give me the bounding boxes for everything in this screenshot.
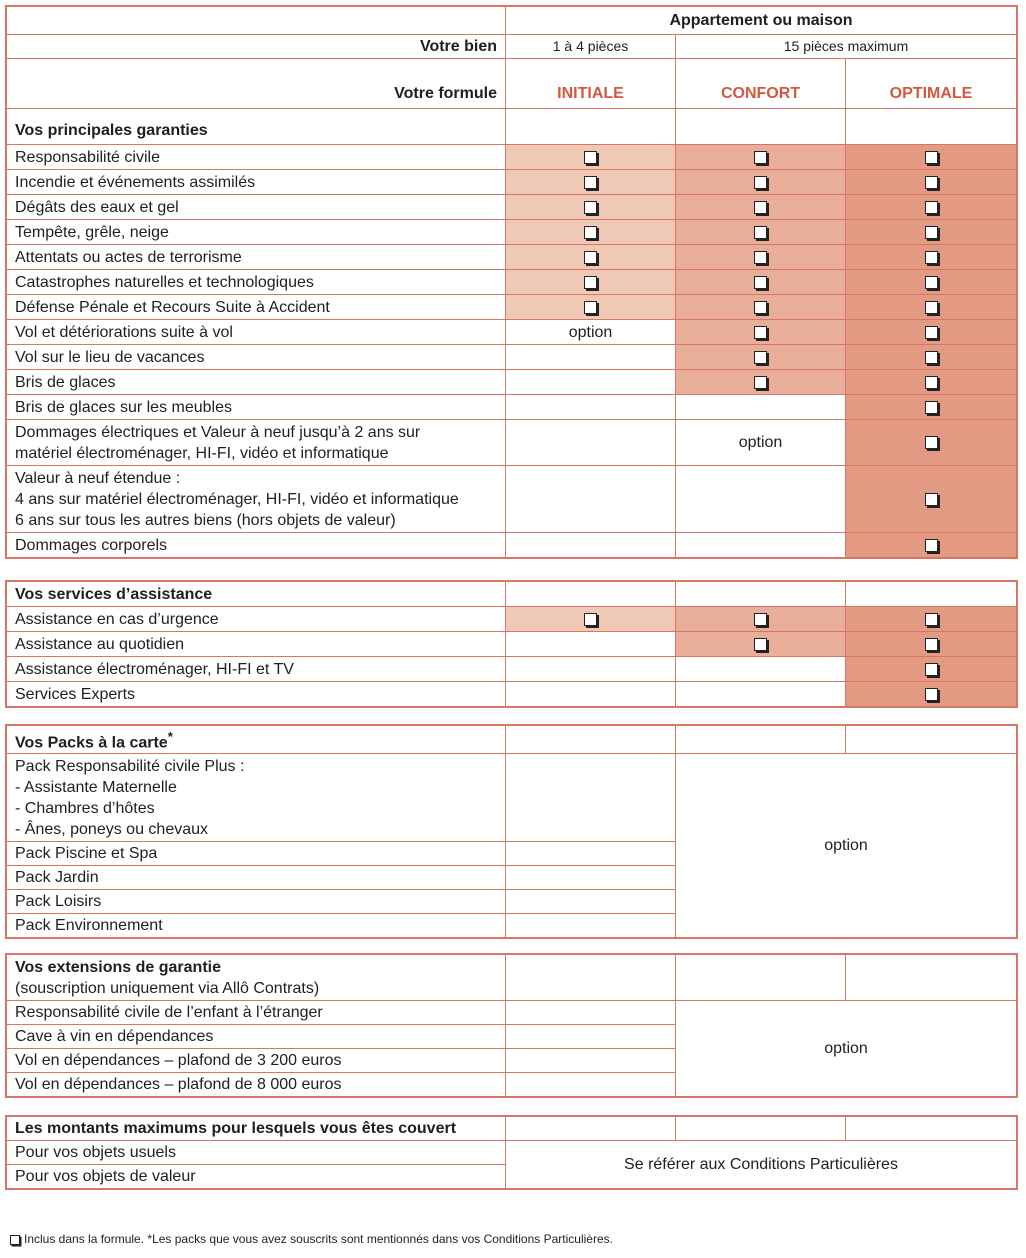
garantie-row-label: Vol sur le lieu de vacances (7, 345, 506, 370)
montant-row: Pour vos objets usuels (7, 1141, 506, 1165)
pack-row: Pack Environnement (7, 914, 506, 938)
garantie-cell-initiale (506, 145, 676, 170)
checkbox-icon (754, 326, 767, 339)
legend (10, 1232, 613, 1246)
checkbox-icon (584, 251, 597, 264)
checkbox-icon (754, 201, 767, 214)
assistance-cell-initiale (506, 657, 676, 682)
assistance-cell-initiale (506, 682, 676, 707)
assistance-row-label: Services Experts (7, 682, 506, 707)
garantie-row-label: Responsabilité civile (7, 145, 506, 170)
checkbox-icon (925, 688, 938, 701)
checkbox-icon (925, 493, 938, 506)
garantie-cell-confort (676, 195, 846, 220)
garantie-row (7, 245, 1017, 270)
garantie-cell-confort (676, 370, 846, 395)
garantie-cell-initiale (506, 420, 676, 466)
checkbox-icon (10, 1235, 20, 1245)
packs-option: option (676, 754, 1017, 938)
assistance-row-label: Assistance en cas d’urgence (7, 607, 506, 632)
section-title-extensions (7, 955, 506, 1001)
extensions-title: Vos extensions de garantie (15, 958, 221, 976)
packs-title-text: Vos Packs à la carte (15, 734, 168, 752)
garantie-row-label (7, 466, 506, 533)
pack-rc-plus (7, 754, 506, 842)
garantie-cell-initiale (506, 245, 676, 270)
montants-table (6, 1116, 1017, 1189)
section-title-packs (7, 726, 506, 754)
checkbox-icon (754, 613, 767, 626)
garantie-cell-optimale (846, 370, 1017, 395)
formule-initiale: INITIALE (506, 59, 676, 109)
checkbox-icon (925, 301, 938, 314)
garantie-cell-optimale (846, 466, 1017, 533)
garantie-row-label: Attentats ou actes de terrorisme (7, 245, 506, 270)
bien-type-header: Appartement ou maison (506, 7, 1017, 35)
checkbox-icon (925, 176, 938, 189)
assistance-rows (7, 607, 1017, 707)
checkbox-icon (584, 301, 597, 314)
checkbox-icon (925, 201, 938, 214)
checkbox-icon (925, 613, 938, 626)
garantie-row (7, 195, 1017, 220)
garantie-row-label: Dégâts des eaux et gel (7, 195, 506, 220)
garantie-cell-optimale (846, 345, 1017, 370)
pack-rc-plus-line: - Chambres d’hôtes (15, 799, 155, 817)
extensions-option: option (676, 1001, 1017, 1097)
checkbox-icon (925, 226, 938, 239)
garantie-row (7, 145, 1017, 170)
garantie-cell-confort (676, 220, 846, 245)
checkbox-icon (754, 251, 767, 264)
assistance-cell-initiale (506, 632, 676, 657)
garantie-cell-confort (676, 245, 846, 270)
garantie-row-label-line: Valeur à neuf étendue : (15, 469, 181, 487)
bien-col-confort-optimale: 15 pièces maximum (676, 35, 1017, 59)
extension-row: Responsabilité civile de l’enfant à l’étranger (7, 1001, 506, 1025)
garantie-row-label: Dommages corporels (7, 533, 506, 558)
checkbox-icon (584, 226, 597, 239)
checkbox-icon (925, 376, 938, 389)
pack-rc-plus-line: - Ânes, poneys ou chevaux (15, 820, 209, 838)
checkbox-icon (925, 151, 938, 164)
garantie-cell-initiale (506, 220, 676, 245)
garantie-cell-initiale (506, 270, 676, 295)
garantie-row (7, 320, 1017, 345)
garantie-cell-confort (676, 395, 846, 420)
checkbox-icon (584, 276, 597, 289)
checkbox-icon (925, 663, 938, 676)
assistance-cell-initiale (506, 607, 676, 632)
garantie-cell-confort (676, 295, 846, 320)
extension-row: Vol en dépendances – plafond de 8 000 euros (7, 1073, 506, 1097)
pack-row: Pack Jardin (7, 866, 506, 890)
checkbox-icon (584, 176, 597, 189)
garantie-cell-initiale (506, 370, 676, 395)
garantie-cell-optimale (846, 420, 1017, 466)
garantie-cell-initiale (506, 466, 676, 533)
assistance-cell-optimale (846, 607, 1017, 632)
checkbox-icon (754, 176, 767, 189)
section-title-montants: Les montants maximums pour lesquels vous êtes couvert (7, 1117, 506, 1141)
garantie-row-label: Incendie et événements assimilés (7, 170, 506, 195)
garantie-cell-optimale (846, 295, 1017, 320)
checkbox-icon (584, 613, 597, 626)
checkbox-icon (754, 376, 767, 389)
assistance-row (7, 632, 1017, 657)
assistance-row (7, 607, 1017, 632)
packs-title-asterisk: * (167, 729, 173, 744)
garanties-rows (7, 145, 1017, 558)
garantie-row (7, 466, 1017, 533)
garantie-cell-optimale (846, 395, 1017, 420)
garantie-row (7, 345, 1017, 370)
garantie-cell-confort (676, 145, 846, 170)
checkbox-icon (754, 151, 767, 164)
section-title-assistance: Vos services d’assistance (7, 582, 506, 607)
garantie-cell-confort (676, 270, 846, 295)
assistance-cell-confort (676, 657, 846, 682)
garantie-cell-optimale (846, 245, 1017, 270)
extension-row: Cave à vin en dépendances (7, 1025, 506, 1049)
garantie-row-label: Vol et détériorations suite à vol (7, 320, 506, 345)
assistance-row-label: Assistance électroménager, HI-FI et TV (7, 657, 506, 682)
extensions-table (6, 954, 1017, 1097)
votre-formule-label: Votre formule (7, 59, 506, 109)
checkbox-icon (754, 638, 767, 651)
garantie-cell-initiale (506, 170, 676, 195)
garantie-row (7, 295, 1017, 320)
garantie-row-label: Tempête, grêle, neige (7, 220, 506, 245)
garantie-row-label: Catastrophes naturelles et technologiques (7, 270, 506, 295)
garantie-cell-initiale (506, 295, 676, 320)
garantie-row-label-line: 4 ans sur matériel électroménager, HI-FI, vidéo et informatique (15, 490, 459, 508)
checkbox-icon (754, 276, 767, 289)
assistance-row-label: Assistance au quotidien (7, 632, 506, 657)
formule-confort: CONFORT (676, 59, 846, 109)
assistance-cell-optimale (846, 682, 1017, 707)
pack-rc-plus-line: Pack Responsabilité civile Plus : (15, 757, 245, 775)
garantie-cell-optimale (846, 320, 1017, 345)
garantie-row-label-line: 6 ans sur tous les autres biens (hors objets de valeur) (15, 511, 396, 529)
votre-bien-label: Votre bien (7, 35, 506, 59)
garantie-cell-optimale (846, 270, 1017, 295)
garantie-cell-initiale (506, 345, 676, 370)
pack-row: Pack Piscine et Spa (7, 842, 506, 866)
montants-value: Se référer aux Conditions Particulières (506, 1141, 1017, 1189)
garantie-row-label: Bris de glaces (7, 370, 506, 395)
garantie-cell-confort (676, 466, 846, 533)
legend-text: Inclus dans la formule. *Les packs que vous avez souscrits sont mentionnés dans vos Conditions Particulières. (24, 1232, 613, 1246)
extension-row: Vol en dépendances – plafond de 3 200 euros (7, 1049, 506, 1073)
garantie-row (7, 170, 1017, 195)
garantie-row-label (7, 420, 506, 466)
garantie-cell-optimale (846, 170, 1017, 195)
assistance-row (7, 657, 1017, 682)
assistance-row (7, 682, 1017, 707)
bien-col-initiale: 1 à 4 pièces (506, 35, 676, 59)
checkbox-icon (925, 326, 938, 339)
garantie-row (7, 533, 1017, 558)
checkbox-icon (925, 401, 938, 414)
assistance-table (6, 581, 1017, 707)
garantie-row-label-line: matériel électroménager, HI-FI, vidéo et informatique (15, 444, 389, 462)
assistance-cell-confort (676, 607, 846, 632)
packs-table (6, 725, 1017, 938)
assistance-cell-confort (676, 632, 846, 657)
checkbox-icon (925, 539, 938, 552)
section-title-garanties: Vos principales garanties (7, 109, 506, 145)
checkbox-icon (925, 436, 938, 449)
garanties-table (6, 6, 1017, 558)
garantie-cell-optimale (846, 220, 1017, 245)
checkbox-icon (925, 251, 938, 264)
garantie-cell-confort (676, 345, 846, 370)
garantie-row-label: Bris de glaces sur les meubles (7, 395, 506, 420)
garantie-cell-optimale (846, 145, 1017, 170)
garantie-cell-initiale: option (506, 320, 676, 345)
garantie-cell-optimale (846, 195, 1017, 220)
checkbox-icon (925, 276, 938, 289)
garantie-cell-initiale (506, 395, 676, 420)
garantie-row (7, 395, 1017, 420)
checkbox-icon (925, 638, 938, 651)
garantie-row-label: Défense Pénale et Recours Suite à Accident (7, 295, 506, 320)
checkbox-icon (584, 201, 597, 214)
assistance-cell-optimale (846, 657, 1017, 682)
garantie-cell-initiale (506, 195, 676, 220)
garantie-row (7, 420, 1017, 466)
montant-row: Pour vos objets de valeur (7, 1165, 506, 1189)
garantie-cell-confort (676, 320, 846, 345)
garantie-row-label-line: Dommages électriques et Valeur à neuf jusqu’à 2 ans sur (15, 423, 421, 441)
pack-row: Pack Loisirs (7, 890, 506, 914)
garantie-cell-optimale (846, 533, 1017, 558)
garantie-cell-initiale (506, 533, 676, 558)
pack-rc-plus-line: - Assistante Maternelle (15, 778, 177, 796)
garantie-cell-confort: option (676, 420, 846, 466)
checkbox-icon (925, 351, 938, 364)
header-empty (7, 7, 506, 35)
checkbox-icon (754, 351, 767, 364)
extensions-subtitle: (souscription uniquement via Allô Contrats) (15, 979, 320, 997)
formule-optimale: OPTIMALE (846, 59, 1017, 109)
checkbox-icon (754, 301, 767, 314)
garantie-row (7, 270, 1017, 295)
garantie-row (7, 370, 1017, 395)
garantie-cell-confort (676, 170, 846, 195)
assistance-cell-confort (676, 682, 846, 707)
checkbox-icon (754, 226, 767, 239)
checkbox-icon (584, 151, 597, 164)
assistance-cell-optimale (846, 632, 1017, 657)
garantie-row (7, 220, 1017, 245)
garantie-cell-confort (676, 533, 846, 558)
